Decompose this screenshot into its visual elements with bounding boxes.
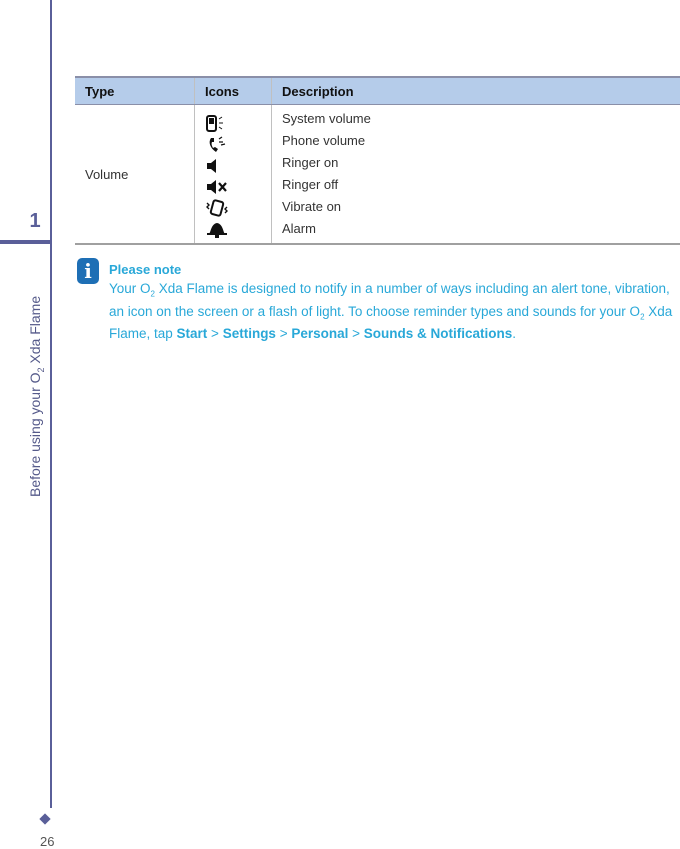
descriptions-cell — [272, 105, 680, 245]
description-alarm: Alarm — [282, 221, 316, 236]
table-header-row — [75, 77, 680, 105]
icons-cell — [195, 105, 272, 245]
description-ringer-off: Ringer off — [282, 177, 339, 192]
type-cell: Volume — [75, 105, 195, 245]
note-text-a: Your O — [109, 281, 151, 296]
phone-volume-icon — [205, 135, 261, 156]
note-sep-3: > — [348, 326, 364, 342]
description-system-volume: System volume — [282, 111, 371, 126]
note-text-b: Xda Flame is designed to notify in a number of ways including an alert tone, vibration, an icon on the screen or a flash of light. To choose reminder types and sounds for your O — [109, 281, 670, 319]
chapter-bar — [0, 240, 52, 244]
note-end: . — [512, 326, 517, 342]
ringer-off-icon — [205, 177, 261, 198]
side-rule — [50, 0, 52, 808]
note-sub-1: 2 — [150, 289, 155, 299]
page-number: 26 — [40, 834, 55, 849]
info-icon: i — [77, 258, 99, 284]
alarm-icon — [205, 219, 261, 240]
system-volume-icon — [205, 114, 261, 135]
chapter-title-sub: 2 — [35, 367, 46, 373]
description-phone-volume: Phone volume — [282, 133, 366, 148]
description-vibrate-on: Vibrate on — [282, 199, 342, 214]
chapter-number: 1 — [29, 210, 41, 232]
note-title: Please note — [109, 262, 182, 277]
vibrate-on-icon — [205, 198, 261, 219]
ringer-on-icon — [205, 156, 261, 177]
table-row — [75, 105, 680, 245]
note-sounds: Sounds & Notifications — [363, 326, 513, 342]
note-text-c: Xda Flame, tap — [109, 303, 673, 342]
description-ringer-on: Ringer on — [282, 155, 339, 170]
header-description: Description — [272, 77, 680, 105]
note-settings: Settings — [222, 326, 276, 342]
diamond-icon — [39, 813, 50, 824]
chapter-title-part2: Xda Flame — [27, 295, 43, 368]
icons-table — [75, 76, 680, 245]
header-icons: Icons — [195, 77, 272, 105]
header-type: Type — [75, 77, 195, 105]
note-personal: Personal — [291, 326, 349, 342]
note-sub-2: 2 — [640, 312, 645, 322]
chapter-title-part1: Before using your O — [27, 372, 43, 497]
note-sep-2: > — [275, 326, 292, 342]
note-body — [109, 280, 680, 342]
note-sep-1: > — [207, 326, 223, 342]
note-start: Start — [176, 326, 208, 342]
